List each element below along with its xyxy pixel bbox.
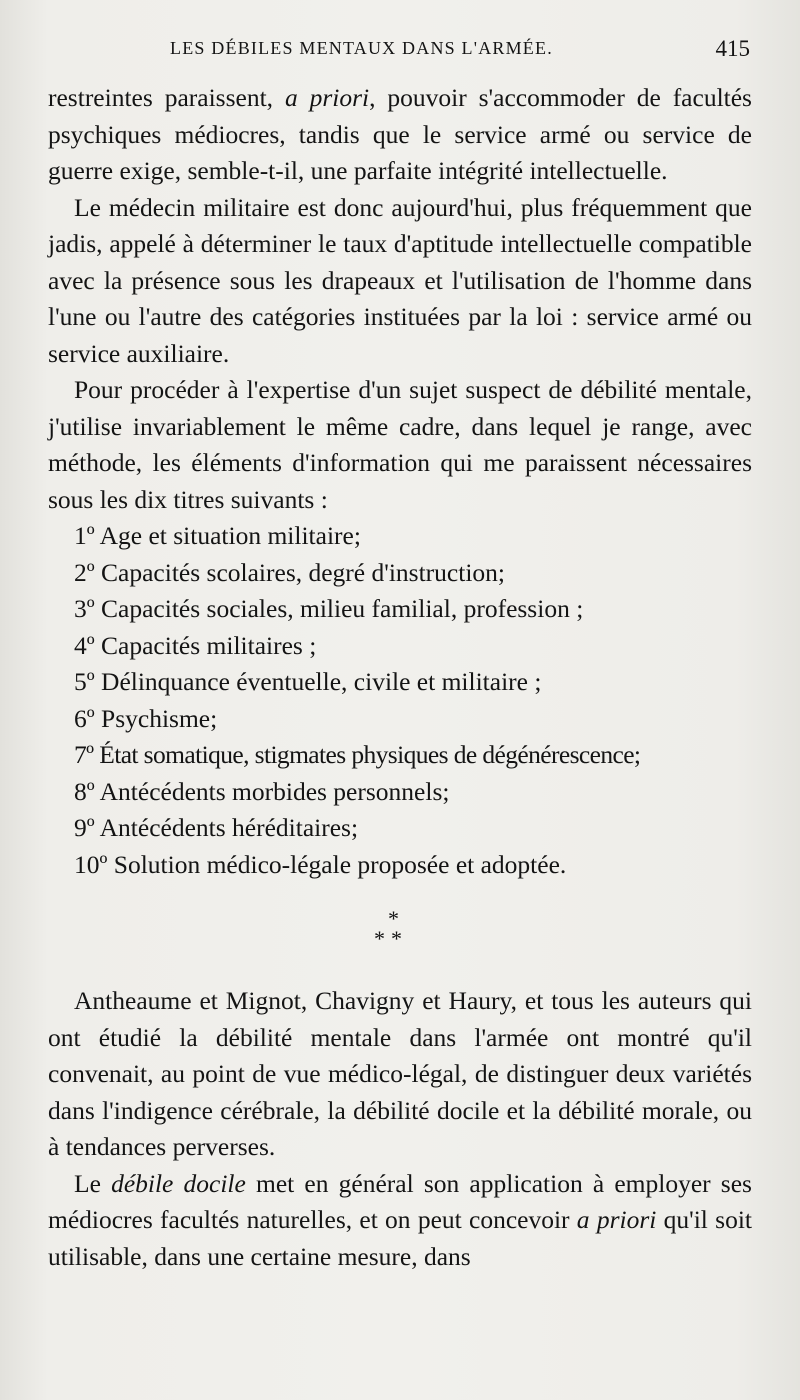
asterism-bottom: ** bbox=[374, 926, 408, 951]
page-header bbox=[150, 36, 750, 68]
paragraph-3: Pour procéder à l'expertise d'un sujet suspect de débilité mentale, j'utilise invariablement le même cadre, dans lequel je range, avec méthode, les éléments d'information qui me paraissent nécessaires sous les dix titres suivants : bbox=[48, 375, 752, 514]
asterism-top: * bbox=[388, 906, 399, 931]
list-item: 3º Capacités sociales, milieu familial, profession ; bbox=[74, 594, 584, 623]
list-item: 10º Solution médico-légale proposée et adoptée. bbox=[74, 849, 567, 879]
page-body bbox=[48, 80, 752, 1275]
running-title: LES DÉBILES MENTAUX DANS L'ARMÉE. bbox=[170, 38, 553, 58]
paragraph-1: restreintes paraissent, a priori, pouvoir s'accommoder de facultés psychiques médiocres, tandis que le service armé ou service de guerre exige, semble-t-il, une parfaite intégrité intellectuelle. bbox=[48, 83, 752, 185]
paragraph-5-emphasis: débile docile bbox=[111, 1168, 246, 1198]
list-item: 7º État somatique, stigmates physiques de dégénérescence; bbox=[74, 740, 641, 769]
list-item: 6º Psychisme; bbox=[74, 703, 218, 733]
paragraph-4: Antheaume et Mignot, Chavigny et Haury, et tous les auteurs qui ont étudié la débilité mentale dans l'armée ont montré qu'il convenait, au point de vue médico-légal, de distinguer deux variétés dans l'indigence cérébrale, la débilité docile et la débilité morale, ou à tendances perverses. bbox=[48, 986, 752, 1161]
paragraph-5-middle: met en général son application à employer ses médiocres facultés naturelles, et on peut concevoir bbox=[48, 1168, 752, 1234]
paragraph-2: Le médecin militaire est donc aujourd'hui, plus fréquemment que jadis, appelé à déterminer le taux d'aptitude intellectuelle compatible avec la présence sous les drapeaux et l'utilisation de l'homme dans l'une ou l'autre des catégories instituées par la loi : service armé ou service auxiliaire. bbox=[48, 192, 752, 368]
paragraph-5-start: Le bbox=[74, 1168, 112, 1198]
list-item: 2º Capacités scolaires, degré d'instruction; bbox=[74, 557, 505, 587]
asterism-separator bbox=[48, 883, 752, 983]
list-item: 4º Capacités militaires ; bbox=[74, 630, 317, 660]
paragraph-5-emphasis-2: a priori bbox=[576, 1205, 657, 1234]
list-item: 5º Délinquance éventuelle, civile et militaire ; bbox=[74, 667, 542, 696]
list-item: 8º Antécédents morbides personnels; bbox=[74, 776, 450, 806]
criteria-list bbox=[48, 518, 752, 883]
paragraph-1-emphasis: a priori bbox=[284, 83, 370, 112]
list-item: 1º Age et situation militaire; bbox=[74, 521, 361, 550]
paragraph-5-end: qu'il soit utilisable, dans une certaine mesure, dans bbox=[48, 1205, 752, 1271]
paragraph-5 bbox=[48, 1166, 752, 1276]
page-number: 415 bbox=[715, 36, 750, 61]
list-item: 9º Antécédents héréditaires; bbox=[74, 813, 359, 842]
